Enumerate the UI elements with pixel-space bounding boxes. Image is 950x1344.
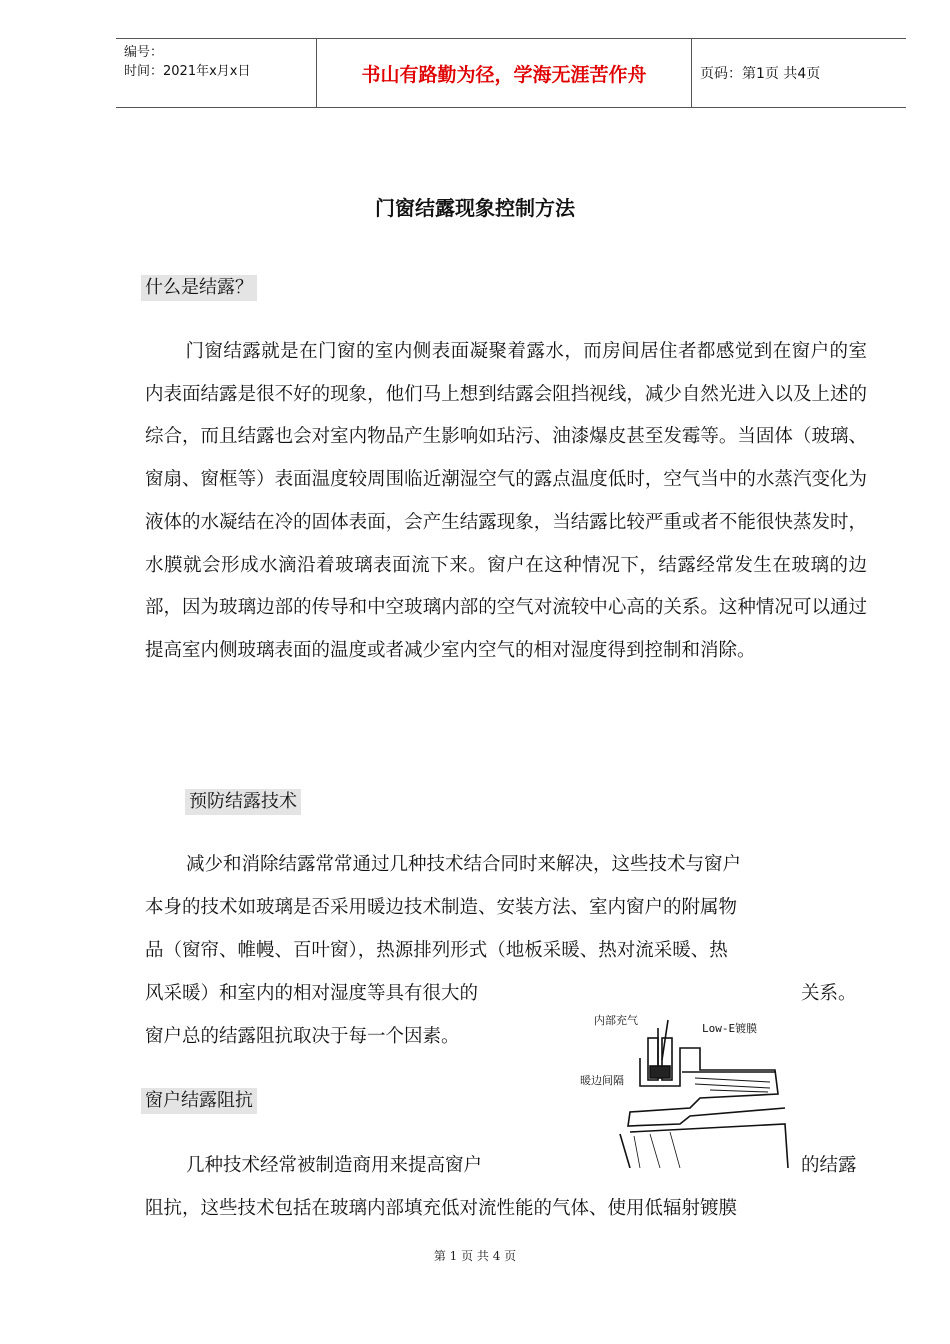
warm-edge-spacer [650,1066,670,1078]
label-spacer: 暖边间隔 [580,1074,624,1087]
section-1-paragraph [145,331,867,673]
section-heading-prevention: 预防结露技术 [185,789,301,815]
label-lowe: Low-E镀膜 [702,1022,758,1035]
s2-line-2: 本身的技术如玻璃是否采用暖边技术制造、安装方法、室内窗户的附属物 [145,897,738,918]
frame-outline [628,1048,785,1126]
section-heading-resistance: 窗户结露阻抗 [141,1088,257,1114]
label-gas: 内部充气 [594,1014,638,1027]
section-1-text: 门窗结露就是在门窗的室内侧表面凝聚着露水，而房间居住者都感觉到在窗户的室内表面结露是很不好的现象，他们马上想到结露会阻挡视线，减少自然光进入以及上述的综合，而且结露也会对室内物品产生影响如玷污、油漆爆皮甚至发霉等。当固体（玻璃、窗扇、窗框等）表面温度较周围临近潮湿空气的露点温度低时，空气当中的水蒸汽变化为液体的水凝结在冷的固体表面，会产生结露现象，当结露比较严重或者不能很快蒸发时，水膜就会形成水滴沿着玻璃表面流下来。窗户在这种情况下，结露经常发生在玻璃的边部，因为玻璃边部的传导和中空玻璃内部的空气对流较中心高的关系。这种情况可以通过提高室内侧玻璃表面的温度或者减少室内空气的相对湿度得到控制和消除。 [145,341,867,661]
time-label: 时间：2021年x月x日 [124,64,251,79]
header-page-info: 页码：第1页 共4页 [700,66,821,82]
s2-line-3: 品（窗帘、帷幔、百叶窗），热源排列形式（地板采暖、热对流采暖、热 [145,940,728,961]
document-title: 门窗结露现象控制方法 [375,196,575,220]
number-label: 编号： [124,45,164,60]
s3-line-1b: 的结露 [801,1155,857,1176]
page-header [116,38,906,108]
s3-line-1a: 几种技术经常被制造商用来提高窗户 [186,1155,483,1176]
wood-grain [695,1078,770,1092]
wall-hatching [634,1132,680,1168]
header-motto: 书山有路勤为径，学海无涯苦作舟 [316,39,692,107]
section-heading-what-is-condensation: 什么是结露？ [141,275,257,301]
leader-line-lowe [662,1020,668,1060]
wall-outline [620,1124,788,1168]
s3-line-2: 阻抗，这些技术包括在玻璃内部填充低对流性能的气体、使用低辐射镀膜 [145,1198,738,1219]
page-footer: 第 1 页 共 4 页 [433,1249,517,1263]
s2-line-1: 减少和消除结露常常通过几种技术结合同时来解决，这些技术与窗户 [186,854,742,875]
s2-line-4a: 风采暖）和室内的相对湿度等具有很大的 [145,983,479,1004]
s2-line-5: 窗户总的结露阻抗取决于每一个因素。 [145,1026,460,1047]
s2-line-4b: 关系。 [801,983,857,1004]
window-section-diagram [570,1008,796,1168]
header-meta [124,43,250,81]
